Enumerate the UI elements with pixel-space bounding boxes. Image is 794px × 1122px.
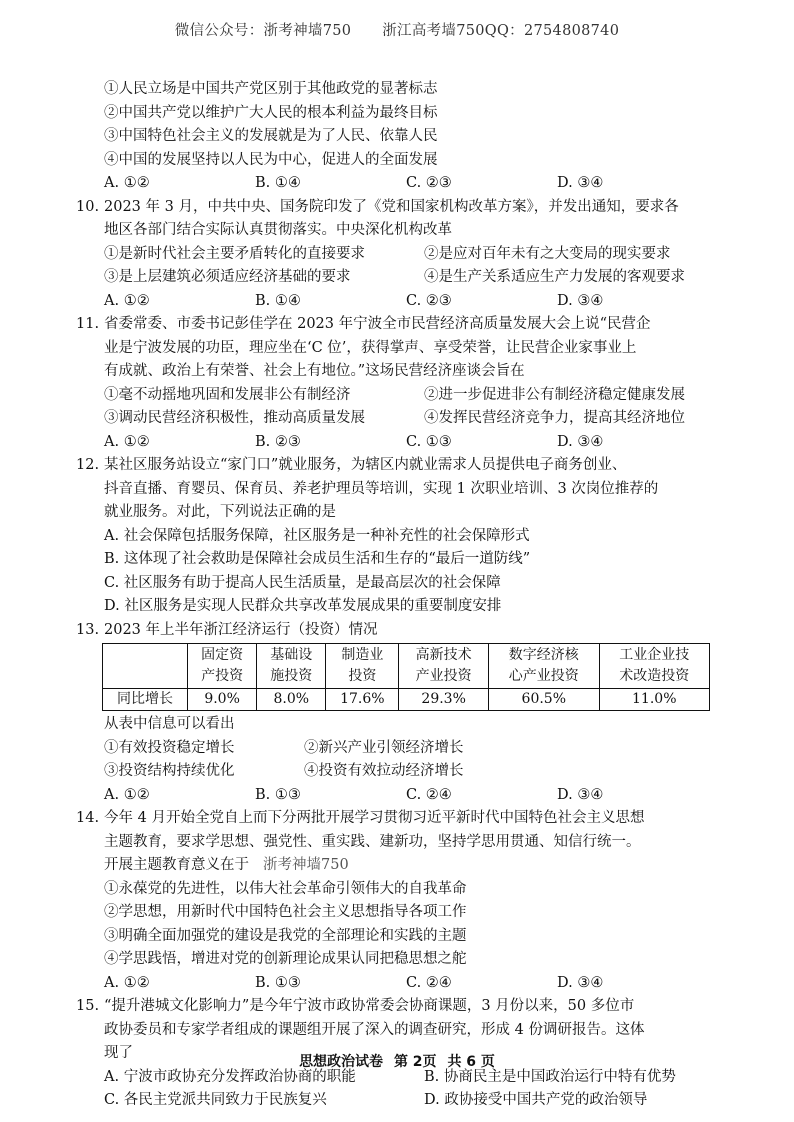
question-stem: 省委常委、市委书记彭佳学在 2023 年宁波全市民营经济高质量发展大会上说“民营企: [104, 316, 651, 332]
question-14: [76, 807, 724, 995]
option-a: A. ①②: [104, 786, 150, 803]
statement: ③投资结构持续优化: [104, 763, 235, 779]
option-b: B. ①③: [255, 974, 301, 991]
question-9-continuation: [84, 78, 724, 196]
option-d: D. ③④: [557, 433, 604, 450]
row-label: 同比增长: [103, 689, 188, 711]
header-line: 术改造投资: [619, 668, 690, 684]
table-cell: 11.0%: [599, 689, 709, 711]
question-stem: 抖音直播、育婴员、保育员、养老护理员等培训，实现 1 次职业培训、3 次岗位推荐的: [104, 480, 659, 497]
question-number: 10.: [76, 198, 100, 215]
option-d: D. ③④: [557, 175, 604, 191]
option-b: B. ①④: [255, 292, 301, 309]
header-wechat: 微信公众号：浙考神墙750: [174, 23, 352, 39]
option-d: D. ③④: [557, 786, 604, 803]
header-line: 投资: [348, 668, 377, 684]
header-qq: 浙江高考墙750QQ：2754808740: [382, 23, 620, 39]
question-stem: “提升港城文化影响力”是今年宁波市政协常委会协商课题，3 月份以来，50 多位市: [104, 998, 635, 1014]
header-line: 基础设: [270, 647, 313, 663]
statement: ④是生产关系适应生产力发展的客观要求: [424, 269, 685, 285]
question-13: [76, 619, 724, 808]
header-line: 工业企业技: [619, 647, 690, 663]
statement: ①是新时代社会主要矛盾转化的直接要求: [104, 245, 365, 262]
table-header-cell: [326, 644, 399, 689]
header-line: 产业投资: [415, 668, 472, 684]
statement: ①永葆党的先进性，以伟大社会革命引领伟大的自我革命: [104, 880, 467, 897]
header-line: 施投资: [270, 668, 313, 684]
header-line: 心产业投资: [508, 668, 579, 684]
statement-row: [84, 407, 724, 431]
stem-text: 开展主题教育意义在于: [104, 857, 249, 873]
statement: ②进一步促进非公有制经济稳定健康发展: [424, 386, 685, 403]
statement-row: [84, 737, 724, 761]
question-stem: 业是宁波发展的功臣，理应坐在‘C 位’，获得掌声、享受荣誉，让民营企业家事业上: [104, 339, 637, 356]
table-header-cell: [257, 644, 326, 689]
table-cell: 8.0%: [257, 689, 326, 711]
statement: ③调动民营经济积极性，推动高质量发展: [104, 410, 365, 426]
question-number: 14.: [76, 810, 100, 826]
question-stem: 就业服务。对此，下列说法正确的是: [104, 504, 336, 520]
statement: ④中国的发展坚持以人民为中心，促进人的全面发展: [104, 151, 438, 168]
question-stem: 有成就、政治上有荣誉、社会上有地位。”这场民营经济座谈会旨在: [104, 363, 525, 379]
option-a: A. ①②: [104, 175, 150, 191]
answer-options: [84, 172, 724, 196]
statement-row: [84, 266, 724, 290]
option-c: C. ②③: [406, 292, 452, 309]
question-prompt: 从表中信息可以看出: [104, 716, 235, 732]
choice-c: C. 各民主党派共同致力于民族复兴: [104, 1092, 327, 1108]
option-c: C. ①③: [406, 433, 452, 450]
question-stem: 今年 4 月开始全党自上而下分两批开展学习贯彻习近平新时代中国特色社会主义思想: [104, 810, 645, 826]
table-cell: 60.5%: [489, 689, 599, 711]
table-cell: 9.0%: [188, 689, 257, 711]
statement-row: [84, 760, 724, 784]
table-header-row: [103, 644, 710, 689]
question-number: 12.: [76, 457, 100, 473]
statement: ④学思践悟，增进对党的创新理论成果认同把稳思想之舵: [104, 951, 467, 967]
answer-options: [84, 431, 724, 455]
question-12: [76, 454, 724, 619]
answer-options: [84, 290, 724, 314]
page-footer: [0, 1051, 794, 1075]
footer-page: 第 2页: [393, 1054, 437, 1070]
table-cell: 17.6%: [326, 689, 399, 711]
header-line: 高新技术: [415, 647, 472, 663]
choice-d: D. 社区服务是实现人民群众共享改革发展成果的重要制度安排: [104, 598, 502, 614]
statement: ①毫不动摇地巩固和发展非公有制经济: [104, 386, 351, 403]
investment-table: [102, 643, 710, 711]
question-stem: 2023 年 3 月，中共中央、国务院印发了《党和国家机构改革方案》，并发出通知，要求各: [104, 198, 679, 215]
question-stem: 某社区服务站设立“家门口”就业服务，为辖区内就业需求人员提供电子商务创业、: [104, 457, 627, 473]
header-line: 固定资: [201, 647, 244, 663]
statement: ④发挥民营经济竞争力，提高其经济地位: [424, 410, 685, 426]
option-a: A. ①②: [104, 974, 150, 991]
choice-a: A. 宁波市政协充分发挥政治协商的职能: [104, 1068, 356, 1085]
header-line: 数字经济核: [508, 647, 579, 663]
statement: ②新兴产业引领经济增长: [304, 739, 464, 756]
statement: ②中国共产党以维护广大人民的根本利益为最终目标: [104, 104, 438, 121]
statement: ①有效投资稳定增长: [104, 739, 235, 756]
watermark-text: 浙考神墙750: [263, 857, 349, 873]
choice-d: D. 政协接受中国共产党的政治领导: [424, 1092, 648, 1108]
option-c: C. ②④: [406, 974, 452, 991]
question-number: 13.: [76, 621, 100, 638]
statement: ①人民立场是中国共产党区别于其他政党的显著标志: [104, 81, 438, 97]
option-b: B. ①③: [255, 786, 301, 803]
table-title: 2023 年上半年浙江经济运行（投资）情况: [104, 621, 378, 638]
table-cell: 29.3%: [399, 689, 489, 711]
statement-row: [84, 243, 724, 267]
statement: ②是应对百年未有之大变局的现实要求: [424, 245, 671, 262]
table-header-cell: [399, 644, 489, 689]
question-stem: 主题教育，要求学思想、强党性、重实践、建新功，坚持学思用贯通、知信行统一。: [104, 833, 641, 850]
footer-subject: 思想政治试卷: [299, 1054, 384, 1070]
answer-options: [84, 784, 724, 808]
option-c: C. ②③: [406, 175, 452, 191]
table-row: [103, 689, 710, 711]
choice-b: B. 这体现了社会救助是保障社会成员生活和生存的“最后一道防线”: [104, 551, 531, 567]
option-a: A. ①②: [104, 433, 150, 450]
option-b: B. ②③: [255, 433, 301, 450]
question-stem: [84, 854, 724, 878]
question-stem: 现了: [104, 1045, 133, 1061]
table-corner-cell: [103, 644, 188, 689]
table-header-cell: [188, 644, 257, 689]
answer-options: [84, 972, 724, 996]
option-a: A. ①②: [104, 292, 150, 309]
option-d: D. ③④: [557, 974, 604, 991]
statement: ④投资有效拉动经济增长: [304, 763, 464, 779]
statement: ③中国特色社会主义的发展就是为了人民、依靠人民: [104, 128, 438, 144]
question-11: [76, 313, 724, 454]
option-b: B. ①④: [255, 175, 301, 191]
statement-row: [84, 384, 724, 408]
question-number: 11.: [76, 316, 100, 332]
statement: ③明确全面加强党的建设是我党的全部理论和实践的主题: [104, 927, 467, 944]
question-stem: 地区各部门结合实际认真贯彻落实。中央深化机构改革: [104, 222, 452, 238]
question-body: [76, 78, 724, 1113]
option-c: C. ②④: [406, 786, 452, 803]
question-number: 15.: [76, 998, 100, 1014]
statement: ②学思想，用新时代中国特色社会主义思想指导各项工作: [104, 904, 467, 920]
choice-c: C. 社区服务有助于提高人民生活质量，是最高层次的社会保障: [104, 574, 501, 591]
choice-a: A. 社会保障包括服务保障，社区服务是一种补充性的社会保障形式: [104, 527, 530, 544]
choice-b: B. 协商民主是中国政治运行中特有优势: [424, 1068, 676, 1085]
table-header-cell: [599, 644, 709, 689]
header-line: 制造业: [341, 647, 384, 663]
choice-row: [84, 1089, 724, 1113]
question-stem: 政协委员和专家学者组成的课题组开展了深入的调查研究，形成 4 份调研报告。这体: [104, 1021, 645, 1038]
statement: ③是上层建筑必须适应经济基础的要求: [104, 269, 351, 285]
page-header: [0, 20, 794, 44]
header-line: 产投资: [201, 668, 244, 684]
table-header-cell: [489, 644, 599, 689]
question-10: [76, 196, 724, 314]
footer-total: 共 6 页: [447, 1054, 495, 1070]
option-d: D. ③④: [557, 292, 604, 309]
